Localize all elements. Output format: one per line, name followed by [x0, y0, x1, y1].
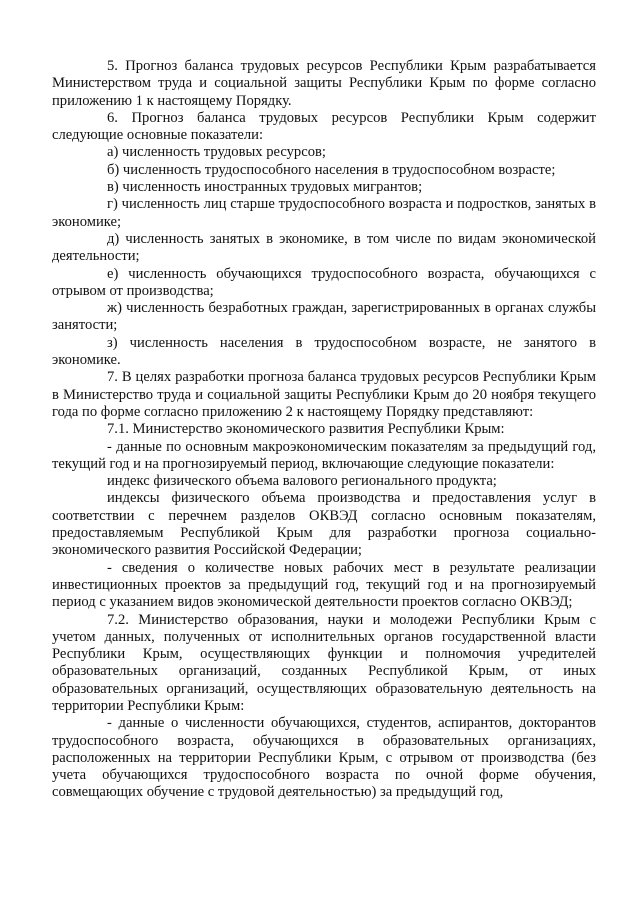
- paragraph-7-2-a: - данные о численности обучающихся, студентов, аспирантов, докторантов трудоспособного возраста, обучающихся в образовательных организациях, расположенных на территории Республики Крым, с отрывом от производства (без учета обучающихся трудоспособного возраста по очной форме обучения, совмещающих обучение с трудовой деятельностью) за предыдущий год,: [52, 715, 596, 801]
- item-a: а) численность трудовых ресурсов;: [107, 144, 326, 161]
- paragraph-7-1-a: - данные по основным макроэкономическим показателям за предыдущий год, текущий год и на прогнозируемый период, включающие следующие показатели:: [52, 438, 596, 472]
- paragraph-7-1-d: - сведения о количестве новых рабочих мест в результате реализации инвестиционных проектов за предыдущий год, текущий год и на прогнозируемый период с указанием видов экономической деятельности проектов согласно ОКВЭД;: [52, 559, 596, 611]
- item-zh: ж) численность безработных граждан, зарегистрированных в органах службы занятости;: [52, 300, 596, 334]
- item-e: е) численность обучающихся трудоспособного возраста, обучающихся с отрывом от производства;: [52, 265, 596, 299]
- item-v: в) численность иностранных трудовых мигрантов;: [107, 179, 423, 196]
- paragraph-7-1-c: индексы физического объема производства и предоставления услуг в соответствии с перечнем разделов ОКВЭД согласно основным показателям, предоставляемым Республикой Крым для разработки прогноза социально-экономического развития Российской Федерации;: [52, 490, 596, 559]
- paragraph-7: 7. В целях разработки прогноза баланса трудовых ресурсов Республики Крым в Министерство труда и социальной защиты Республики Крым до 20 ноября текущего года по форме согласно приложению 2 к настоящему Порядку представляют:: [52, 369, 596, 420]
- item-z: з) численность населения в трудоспособном возрасте, не занятого в экономике.: [52, 334, 596, 369]
- paragraph-5: 5. Прогноз баланса трудовых ресурсов Республики Крым разрабатывается Министерством труда и социальной защиты Республики Крым по форме согласно приложению 1 к настоящему Порядку.: [52, 58, 596, 109]
- item-b: б) численность трудоспособного населения в трудоспособном возрасте;: [107, 161, 556, 178]
- item-g: г) численность лиц старше трудоспособного возраста и подростков, занятых в экономике;: [52, 196, 596, 230]
- paragraph-7-1-b: индекс физического объема валового регионального продукта;: [107, 473, 497, 490]
- item-d: д) численность занятых в экономике, в том числе по видам экономической деятельности;: [52, 230, 596, 265]
- paragraph-7-1: 7.1. Министерство экономического развития Республики Крым:: [107, 421, 505, 438]
- paragraph-6: 6. Прогноз баланса трудовых ресурсов Республики Крым содержит следующие основные показатели:: [52, 109, 596, 144]
- paragraph-7-2: 7.2. Министерство образования, науки и молодежи Республики Крым с учетом данных, полученных от исполнительных органов государственной власти Республики Крым, осуществляющих функции и полномочия учредителей образовательных организаций, созданных Республикой Крым, от иных образовательных организаций, осуществляющих образовательную деятельность на территории Республики Крым:: [52, 611, 596, 714]
